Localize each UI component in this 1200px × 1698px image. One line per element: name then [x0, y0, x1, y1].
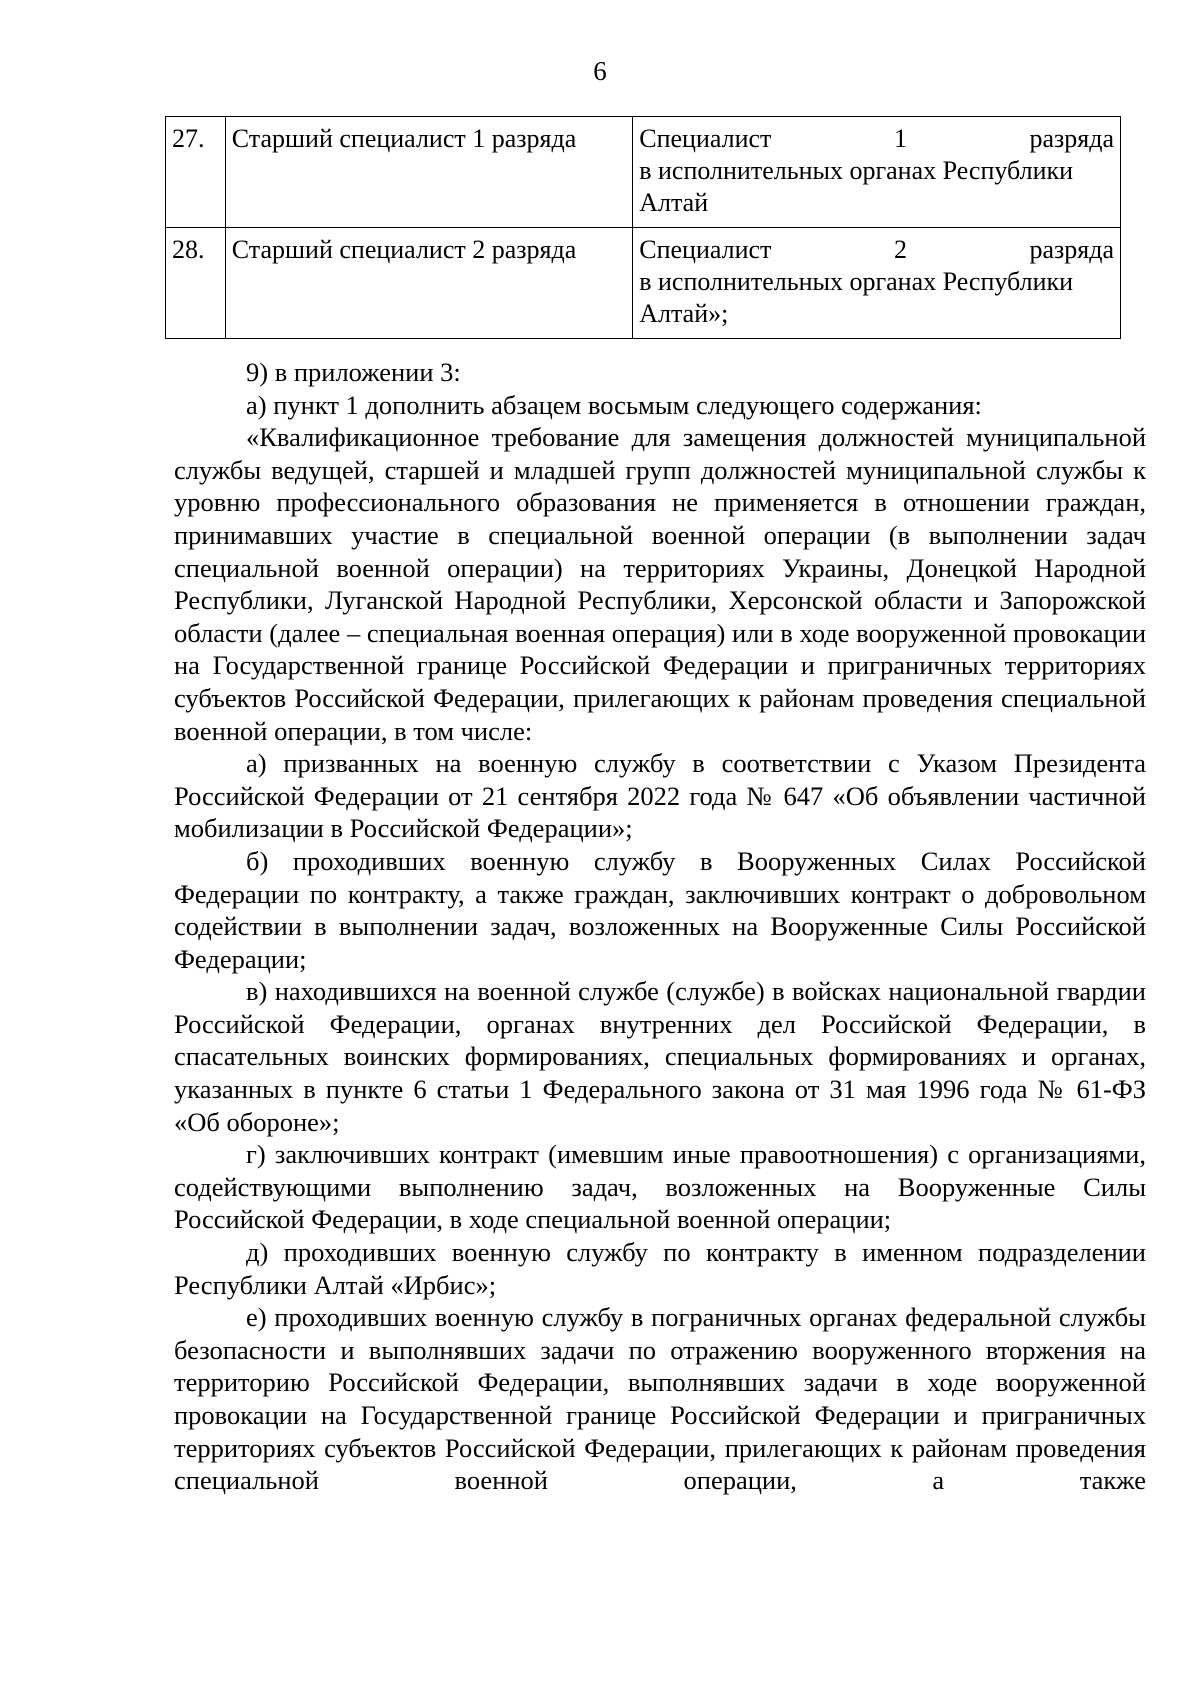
paragraph-point-1-addition: а) пункт 1 дополнить абзацем восьмым следующего содержания: — [246, 389, 982, 420]
paragraph-appendix-3: 9) в приложении 3: — [246, 357, 461, 387]
old-position-title: Старший специалист 2 разряда — [225, 228, 632, 339]
new-position-first-line — [639, 123, 1114, 155]
position-grade: 1 — [893, 124, 907, 153]
position-word: Специалист — [639, 124, 772, 153]
paragraph-subpoint-v: в) находившихся на военной службе (службе) в войсках национальной гвардии Российской Федерации, органах внутренних дел Российской Федерации, в спасательных воинских формированиях, специальных формированиях и органах, указанных в пункте 6 статьи 1 Федерального закона от 31 мая 1996 года № 61-ФЗ «Об обороне»; — [174, 976, 1146, 1137]
paragraph-subpoint-d: д) проходивших военную службу по контракту в именном подразделении Республики Алтай «Ирбис»; — [174, 1237, 1146, 1300]
new-position-first-line — [639, 234, 1114, 266]
position-rank-word: разряда — [1029, 235, 1114, 264]
paragraph-qualification-requirement: «Квалификационное требование для замещения должностей муниципальной службы ведущей, старшей и младшей групп должностей муниципальной службы к уровню профессионального образования не применяется в отношении граждан, принимавших участие в специальной военной операции (в выполнении задач специальной военной операции) на территориях Украины, Донецкой Народной Республики, Луганской Народной Республики, Херсонской области и Запорожской области (далее – специальная военная операция) или в ходе вооруженной провокации на Государственной границе Российской Федерации и приграничных территориях субъектов Российской Федерации, прилегающих к районам проведения специальной военной операции, в том числе: — [174, 422, 1146, 746]
position-grade: 2 — [893, 235, 907, 264]
new-position-rest: в исполнительных органах Республики Алтай»; — [639, 267, 1074, 328]
new-position-title — [633, 117, 1121, 228]
positions-table — [165, 116, 1121, 339]
position-word: Специалист — [639, 235, 772, 264]
position-rank-word: разряда — [1029, 124, 1114, 153]
table-row — [166, 117, 1121, 228]
paragraph-subpoint-g: г) заключивших контракт (имевшим иные правоотношения) с организациями, содействующими выполнению задач, возложенных на Вооруженные Силы Российской Федерации, в ходе специальной военной операции; — [174, 1139, 1146, 1235]
body-text — [174, 356, 1146, 1497]
paragraph-subpoint-a: а) призванных на военную службу в соответствии с Указом Президента Российской Федерации от 21 сентября 2022 года № 647 «Об объявлении частичной мобилизации в Российской Федерации»; — [174, 748, 1146, 844]
paragraph-subpoint-e: е) проходивших военную службу в пограничных органах федеральной службы безопасности и выполнявших задачи по отражению вооруженного вторжения на территорию Российской Федерации, выполнявших задачи в ходе вооруженной провокации на Государственной границе Российской Федерации и приграничных территориях субъектов Российской Федерации, прилегающих к районам проведения специальной военной операции, а также — [174, 1302, 1146, 1496]
table-row — [166, 228, 1121, 339]
old-position-title: Старший специалист 1 разряда — [225, 117, 632, 228]
row-number: 27. — [166, 117, 226, 228]
new-position-rest: в исполнительных органах Республики Алтай — [639, 156, 1074, 217]
row-number: 28. — [166, 228, 226, 339]
page-number: 6 — [593, 56, 607, 86]
new-position-title — [633, 228, 1121, 339]
paragraph-subpoint-b: б) проходивших военную службу в Вооруженных Силах Российской Федерации по контракту, а также граждан, заключивших контракт о добровольном содействии в выполнении задач, возложенных на Вооруженные Силы Российской Федерации; — [174, 845, 1146, 974]
